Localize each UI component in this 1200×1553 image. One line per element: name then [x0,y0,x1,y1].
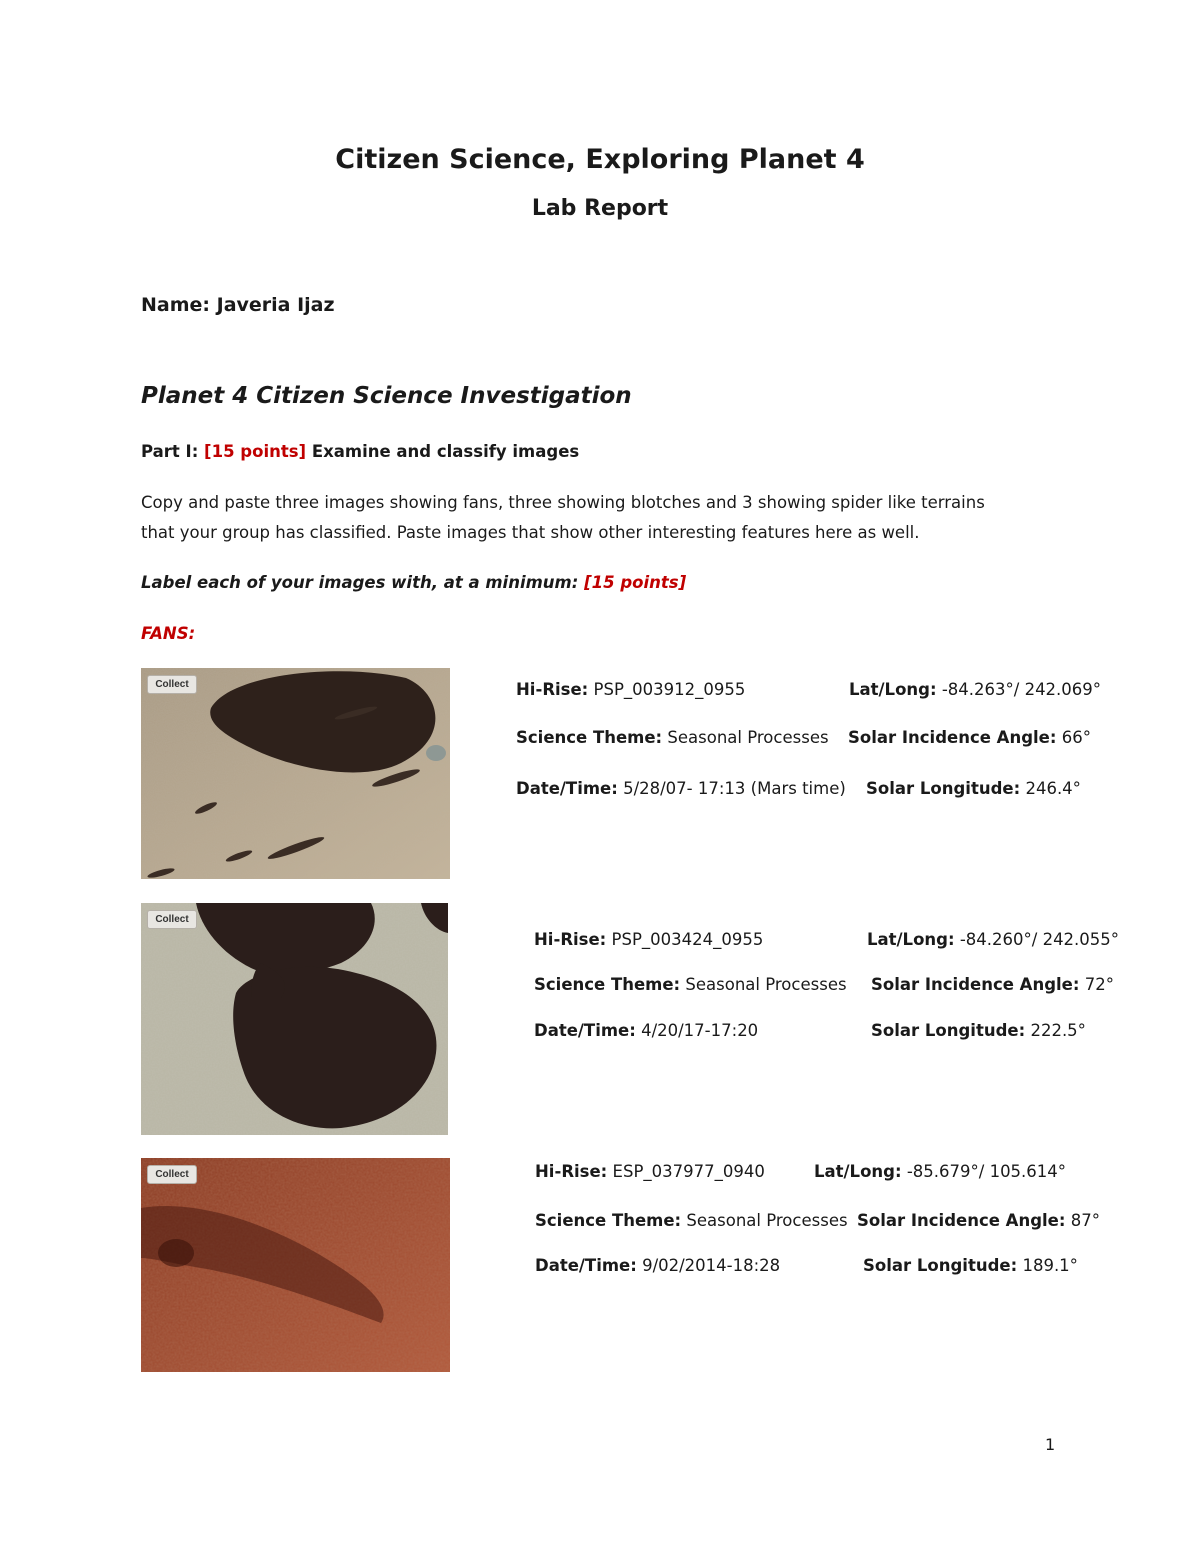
latlong-value: -85.679°/ 105.614° [901,1162,1067,1181]
mars-image-2 [141,903,448,1135]
incidence-value: 66° [1056,728,1091,747]
hirise-field-3 [535,1162,765,1181]
page-number: 1 [1045,1435,1056,1454]
datetime-label: Date/Time: [535,1256,637,1275]
label-prefix: Label each of your images with, at a minimum: [141,573,585,592]
latlong-value: -84.263°/ 242.069° [936,680,1102,699]
hirise-label: Hi-Rise: [516,680,589,699]
instructions-line-1: Copy and paste three images showing fans, three showing blotches and 3 showing spider like terrains [141,493,985,512]
datetime-value: 9/02/2014-18:28 [636,1256,781,1275]
collect-button[interactable]: Collect [147,675,197,694]
datetime-label: Date/Time: [516,779,618,798]
latlong-label: Lat/Long: [849,680,937,699]
datetime-value: 4/20/17-17:20 [635,1021,759,1040]
latlong-field-2 [867,930,1119,949]
section-heading: Planet 4 Citizen Science Investigation [141,383,632,409]
datetime-field-2 [534,1021,758,1040]
fans-heading: FANS: [141,624,196,643]
incidence-label: Solar Incidence Angle: [871,975,1080,994]
incidence-value: 87° [1065,1211,1100,1230]
longitude-label: Solar Longitude: [863,1256,1018,1275]
hirise-label: Hi-Rise: [535,1162,608,1181]
latlong-value: -84.260°/ 242.055° [954,930,1120,949]
part-heading [141,442,579,461]
datetime-field-3 [535,1256,780,1275]
document-title: Citizen Science, Exploring Planet 4 [335,144,865,175]
datetime-value: 5/28/07- 17:13 (Mars time) [617,779,846,798]
label-points: [15 points] [584,573,687,592]
document-subtitle: Lab Report [531,196,669,221]
longitude-field-2 [871,1021,1086,1040]
theme-value: Seasonal Processes [662,728,829,747]
longitude-value: 246.4° [1020,779,1081,798]
incidence-field-2 [871,975,1114,994]
longitude-value: 222.5° [1025,1021,1086,1040]
hirise-label: Hi-Rise: [534,930,607,949]
hirise-value: PSP_003424_0955 [606,930,764,949]
mars-image-1 [141,668,450,879]
incidence-value: 72° [1079,975,1114,994]
incidence-label: Solar Incidence Angle: [857,1211,1066,1230]
theme-label: Science Theme: [535,1211,682,1230]
part-prefix: Part I: [141,442,205,461]
datetime-field-1 [516,779,846,798]
theme-value: Seasonal Processes [680,975,847,994]
datetime-label: Date/Time: [534,1021,636,1040]
longitude-label: Solar Longitude: [866,779,1021,798]
hirise-field-1 [516,680,745,699]
latlong-label: Lat/Long: [867,930,955,949]
theme-label: Science Theme: [516,728,663,747]
latlong-label: Lat/Long: [814,1162,902,1181]
longitude-field-3 [863,1256,1078,1275]
theme-field-1 [516,728,829,747]
theme-label: Science Theme: [534,975,681,994]
hirise-field-2 [534,930,763,949]
theme-field-3 [535,1211,848,1230]
hirise-value: PSP_003912_0955 [588,680,746,699]
instructions-line-2: that your group has classified. Paste images that show other interesting features here as well. [141,523,920,542]
part-points: [15 points] [204,442,307,461]
latlong-field-3 [814,1162,1066,1181]
part-suffix: Examine and classify images [306,442,580,461]
collect-button[interactable]: Collect [147,1165,197,1184]
student-name: Name: Javeria Ijaz [141,294,335,316]
mars-image-3 [141,1158,450,1372]
incidence-label: Solar Incidence Angle: [848,728,1057,747]
label-instruction [141,573,686,592]
incidence-field-1 [848,728,1091,747]
latlong-field-1 [849,680,1101,699]
hirise-value: ESP_037977_0940 [607,1162,765,1181]
collect-button[interactable]: Collect [147,910,197,929]
longitude-value: 189.1° [1017,1256,1078,1275]
longitude-label: Solar Longitude: [871,1021,1026,1040]
incidence-field-3 [857,1211,1100,1230]
theme-value: Seasonal Processes [681,1211,848,1230]
longitude-field-1 [866,779,1081,798]
theme-field-2 [534,975,847,994]
